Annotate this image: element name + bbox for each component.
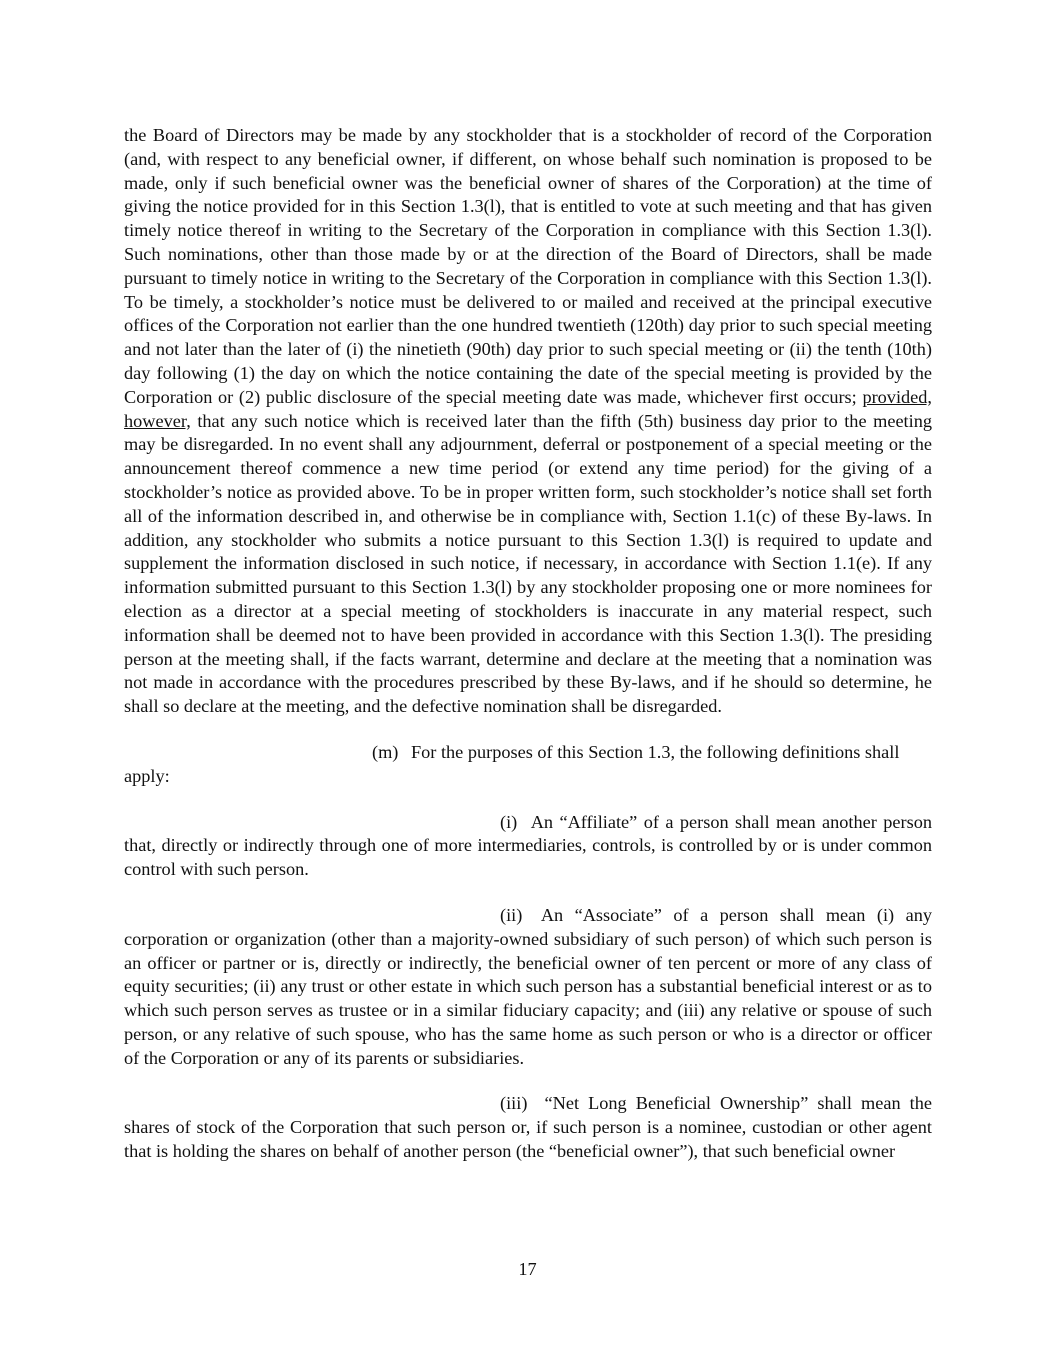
definition-affiliate xyxy=(124,811,932,882)
paragraph-text-part-1: the Board of Directors may be made by any stockholder that is a stockholder of record of the Corporation (and, with respect to any beneficial owner, if different, on whose behalf such nomination is proposed to be made, only if such beneficial owner was the beneficial owner of shares of the Corporation) at the time of giving the notice provided for in this Section 1.3(l), that is entitled to vote at such meeting and that has given timely notice thereof in writing to the Secretary of the Corporation in compliance with this Section 1.3(l). Such nominations, other than those made by or at the direction of the Board of Directors, shall be made pursuant to timely notice in writing to the Secretary of the Corporation in compliance with this Section 1.3(l). To be timely, a stockholder’s notice must be delivered to or mailed and received at the principal executive offices of the Corporation not earlier than the one hundred twentieth (120th) day prior to such special meeting and not later than the later of (i) the ninetieth (90th) day prior to such special meeting or (ii) the tenth (10th) day following (1) the day on which the notice containing the date of the special meeting is provided by the Corporation or (2) public disclosure of the special meeting date was made, whichever first occurs; xyxy=(124,125,932,407)
document-page xyxy=(124,124,932,1164)
definition-associate xyxy=(124,904,932,1071)
however-underlined: however, xyxy=(124,410,191,431)
definition-text: An “Affiliate” of a person shall mean another person that, directly or indirectly through one of more intermediaries, controls, is controlled by or is under common control with such person. xyxy=(124,811,932,880)
section-m-paragraph xyxy=(124,741,932,789)
paragraph-text-part-2: that any such notice which is received later than the fifth (5th) business day prior to the meeting may be disregarded. In no event shall any adjournment, deferral or postponement of a special meeting or the announcement thereof commence a new time period (or extend any time period) for the giving of a stockholder’s notice as provided above. To be in proper written form, such stockholder’s notice shall set forth all of the information described in, and otherwise be in compliance with, Section 1.1(c) of these By-laws. In addition, any stockholder who submits a notice pursuant to this Section 1.3(l) is required to update and supplement the information disclosed in such notice, if necessary, in accordance with Section 1.1(e). If any information submitted pursuant to this Section 1.3(l) by any stockholder proposing one or more nominees for election as a director at a special meeting of stockholders is inaccurate in any material respect, such information shall be deemed not to have been provided in accordance with this Section 1.3(l). The presiding person at the meeting shall, if the facts warrant, determine and declare at the meeting that a nomination was not made in accordance with the procedures prescribed by these By-laws, and if he should so determine, he shall so declare at the meeting, and the defective nomination shall be disregarded. xyxy=(124,410,932,717)
definition-label: (iii) xyxy=(500,1093,528,1114)
definition-label: (ii) xyxy=(500,904,523,925)
definition-text: “Net Long Beneficial Ownership” shall mean the shares of stock of the Corporation that such person or, if such person is a nominee, custodian or other agent that is holding the shares on behalf of another person (the “beneficial owner”), that such beneficial owner xyxy=(124,1093,933,1162)
definition-net-long-beneficial-ownership xyxy=(124,1092,932,1163)
definition-label: (i) xyxy=(500,811,518,832)
provided-underlined: provided, xyxy=(862,386,932,407)
nomination-paragraph xyxy=(124,124,932,719)
section-m-label: (m) xyxy=(372,741,399,762)
section-m-text: For the purposes of this Section 1.3, the following definitions shall apply: xyxy=(124,741,900,786)
definition-text: An “Associate” of a person shall mean (i) any corporation or organization (other than a majority-owned subsidiary of such person) of which such person is an officer or partner or is, directly or indirectly, the beneficial owner of ten percent or more of any class of equity securities; (ii) any trust or other estate in which such person has a substantial beneficial interest or as to which such person serves as trustee or in a similar fiduciary capacity; and (iii) any relative or spouse of such person, or any relative of such spouse, who has the same home as such person or who is a director or officer of the Corporation or any of its parents or subsidiaries. xyxy=(124,904,933,1068)
page-number: 17 xyxy=(518,1259,537,1279)
